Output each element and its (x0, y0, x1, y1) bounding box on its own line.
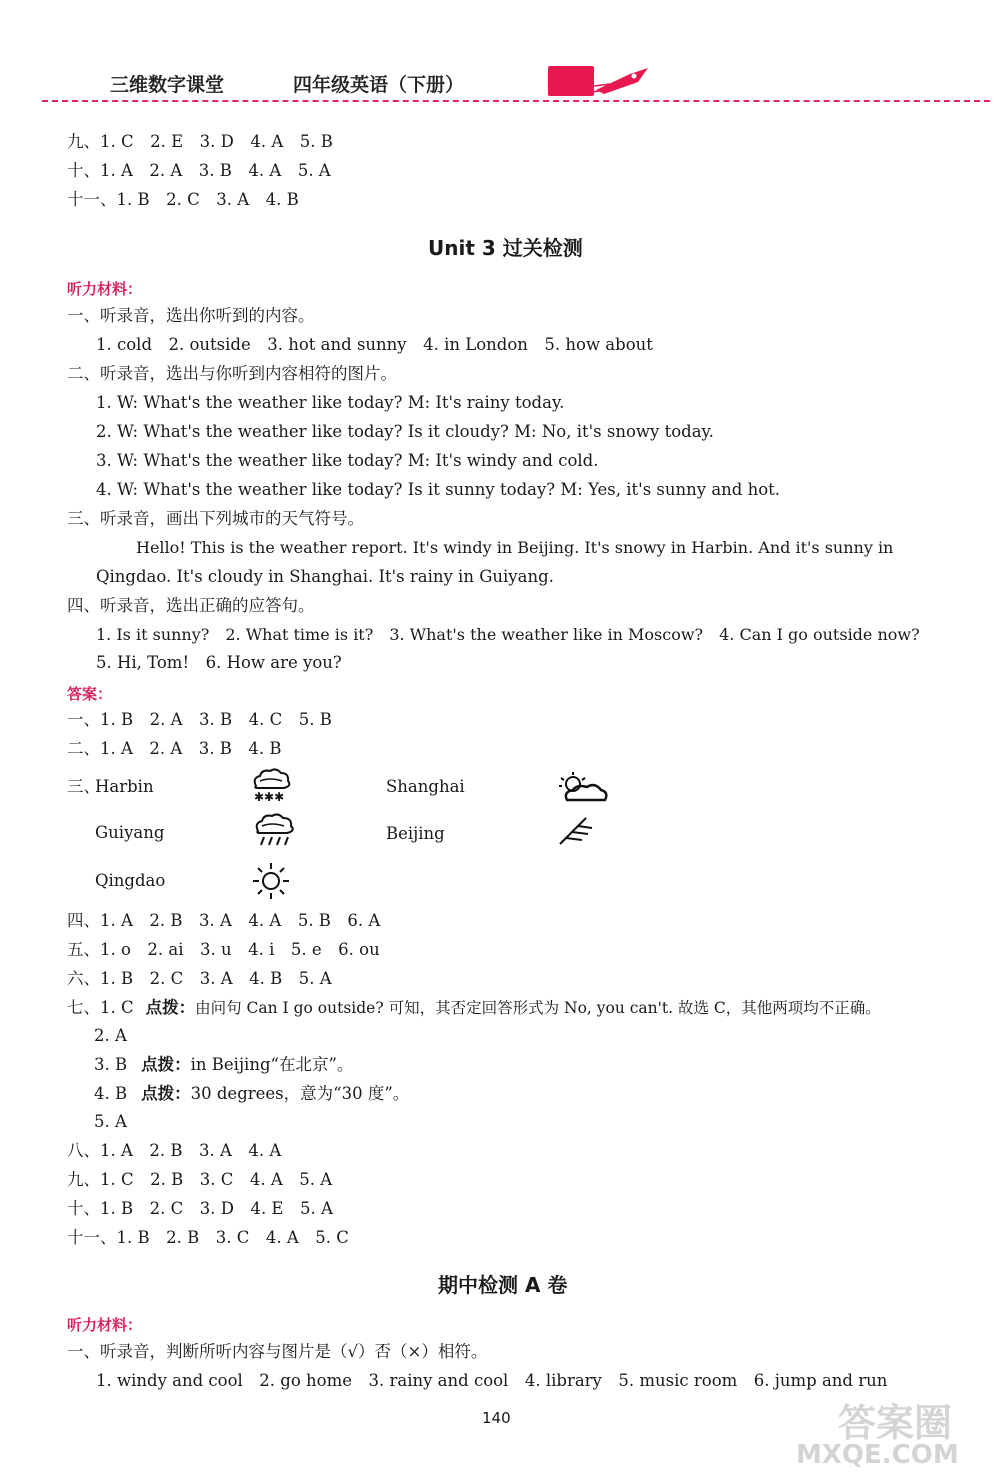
unit3-answer-3-prefix: 三、 (67, 777, 100, 796)
unit3-answer-7-5: 5. A (94, 1112, 127, 1131)
unit3-s2-head: 二、听录音，选出与你听到内容相符的图片。 (67, 364, 397, 383)
unit3-s4-head: 四、听录音，选出正确的应答句。 (67, 596, 315, 615)
svg-text:✱✱✱: ✱✱✱ (254, 790, 285, 804)
midterm-s1-items: 1. windy and cool 2. go home 3. rainy and cool 4. library 5. music room 6. jump and run (96, 1371, 888, 1390)
unit3-answer-5: 五、1. o 2. ai 3. u 4. i 5. e 6. ou (67, 940, 380, 959)
city-shanghai: Shanghai (386, 777, 465, 796)
unit3-answer-2: 二、1. A 2. A 3. B 4. B (67, 739, 282, 758)
unit3-s1-items: 1. cold 2. outside 3. hot and sunny 4. in London 5. how about (96, 335, 653, 354)
answer-7-3-tip: in Beijing“在北京”。 (190, 1055, 354, 1074)
midterm-s1-head: 一、听录音，判断所听内容与图片是（√）否（×）相符。 (67, 1342, 488, 1361)
unit3-answer-7-1 (67, 998, 881, 1018)
answer-7-1-num: 七、1. C (67, 998, 134, 1017)
rocket-icon (590, 64, 652, 96)
tip-label: 点拨： (141, 1055, 191, 1074)
cloudy-icon (555, 770, 613, 806)
answer-7-4-num: 4. B (94, 1084, 128, 1103)
city-guiyang: Guiyang (95, 823, 165, 842)
unit3-s3-text: Qingdao. It's cloudy in Shanghai. It's rainy in Guiyang. (96, 567, 554, 586)
unit3-s4-items: 5. Hi, Tom! 6. How are you? (96, 653, 342, 672)
answer-7-3-num: 3. B (94, 1055, 128, 1074)
unit3-s2-item: 2. W: What's the weather like today? Is it cloudy? M: No, it's snowy today. (96, 422, 714, 441)
tip-label: 点拨： (141, 1084, 191, 1103)
page-number: 140 (482, 1409, 511, 1427)
rainy-icon (250, 811, 300, 851)
header-red-block (548, 66, 594, 96)
unit3-answer-6: 六、1. B 2. C 3. A 4. B 5. A (67, 969, 332, 988)
sunny-icon (250, 860, 292, 902)
unit3-s2-item: 1. W: What's the weather like today? M: It's rainy today. (96, 393, 565, 412)
prev-answer-9: 九、1. C 2. E 3. D 4. A 5. B (67, 132, 333, 151)
header-divider (42, 100, 990, 102)
unit3-answer-10: 十、1. B 2. C 3. D 4. E 5. A (67, 1199, 333, 1218)
unit3-title: Unit 3 过关检测 (428, 236, 583, 260)
unit3-s2-item: 4. W: What's the weather like today? Is it sunny today? M: Yes, it's sunny and hot. (96, 480, 781, 499)
unit3-answer-label: 答案： (67, 685, 113, 703)
unit3-answer-8: 八、1. A 2. B 3. A 4. A (67, 1141, 282, 1160)
unit3-s2-item: 3. W: What's the weather like today? M: It's windy and cold. (96, 451, 599, 470)
unit3-s3-head: 三、听录音，画出下列城市的天气符号。 (67, 509, 364, 528)
unit3-s3-text: Hello! This is the weather report. It's windy in Beijing. It's snowy in Harbin. And it's sunny in (136, 538, 894, 557)
header-subject: 四年级英语（下册） (293, 74, 465, 96)
unit3-listening-label: 听力材料： (67, 280, 143, 298)
midterm-title: 期中检测 A 卷 (438, 1273, 568, 1297)
unit3-answer-4: 四、1. A 2. B 3. A 4. A 5. B 6. A (67, 911, 381, 930)
prev-answer-10: 十、1. A 2. A 3. B 4. A 5. A (67, 161, 331, 180)
watermark-url: MXQE.COM (796, 1440, 959, 1470)
unit3-s1-head: 一、听录音，选出你听到的内容。 (67, 306, 315, 325)
midterm-listening-label: 听力材料： (67, 1316, 143, 1334)
city-harbin: Harbin (95, 777, 154, 796)
unit3-answer-9: 九、1. C 2. B 3. C 4. A 5. A (67, 1170, 333, 1189)
unit3-answer-7-4 (94, 1084, 409, 1104)
header-series: 三维数字课堂 (110, 74, 225, 96)
prev-answer-11: 十一、1. B 2. C 3. A 4. B (67, 190, 299, 209)
unit3-s4-items: 1. Is it sunny? 2. What time is it? 3. What's the weather like in Moscow? 4. Can I go outside now? (96, 625, 920, 644)
city-beijing: Beijing (386, 824, 445, 843)
answer-7-1-tip: 由问句 Can I go outside? 可知，其否定回答形式为 No, you can't. 故选 C，其他两项均不正确。 (195, 999, 881, 1017)
snowy-icon (248, 766, 294, 804)
watermark-logo: 答案圈 (838, 1401, 953, 1445)
unit3-answer-7-3 (94, 1055, 353, 1075)
windy-icon (556, 814, 596, 850)
unit3-answer-1: 一、1. B 2. A 3. B 4. C 5. B (67, 710, 332, 729)
unit3-answer-7-2: 2. A (94, 1026, 127, 1045)
answer-7-4-tip: 30 degrees，意为“30 度”。 (190, 1084, 410, 1103)
city-qingdao: Qingdao (95, 871, 166, 890)
tip-label: 点拨： (145, 998, 196, 1017)
unit3-answer-11: 十一、1. B 2. B 3. C 4. A 5. C (67, 1228, 349, 1247)
